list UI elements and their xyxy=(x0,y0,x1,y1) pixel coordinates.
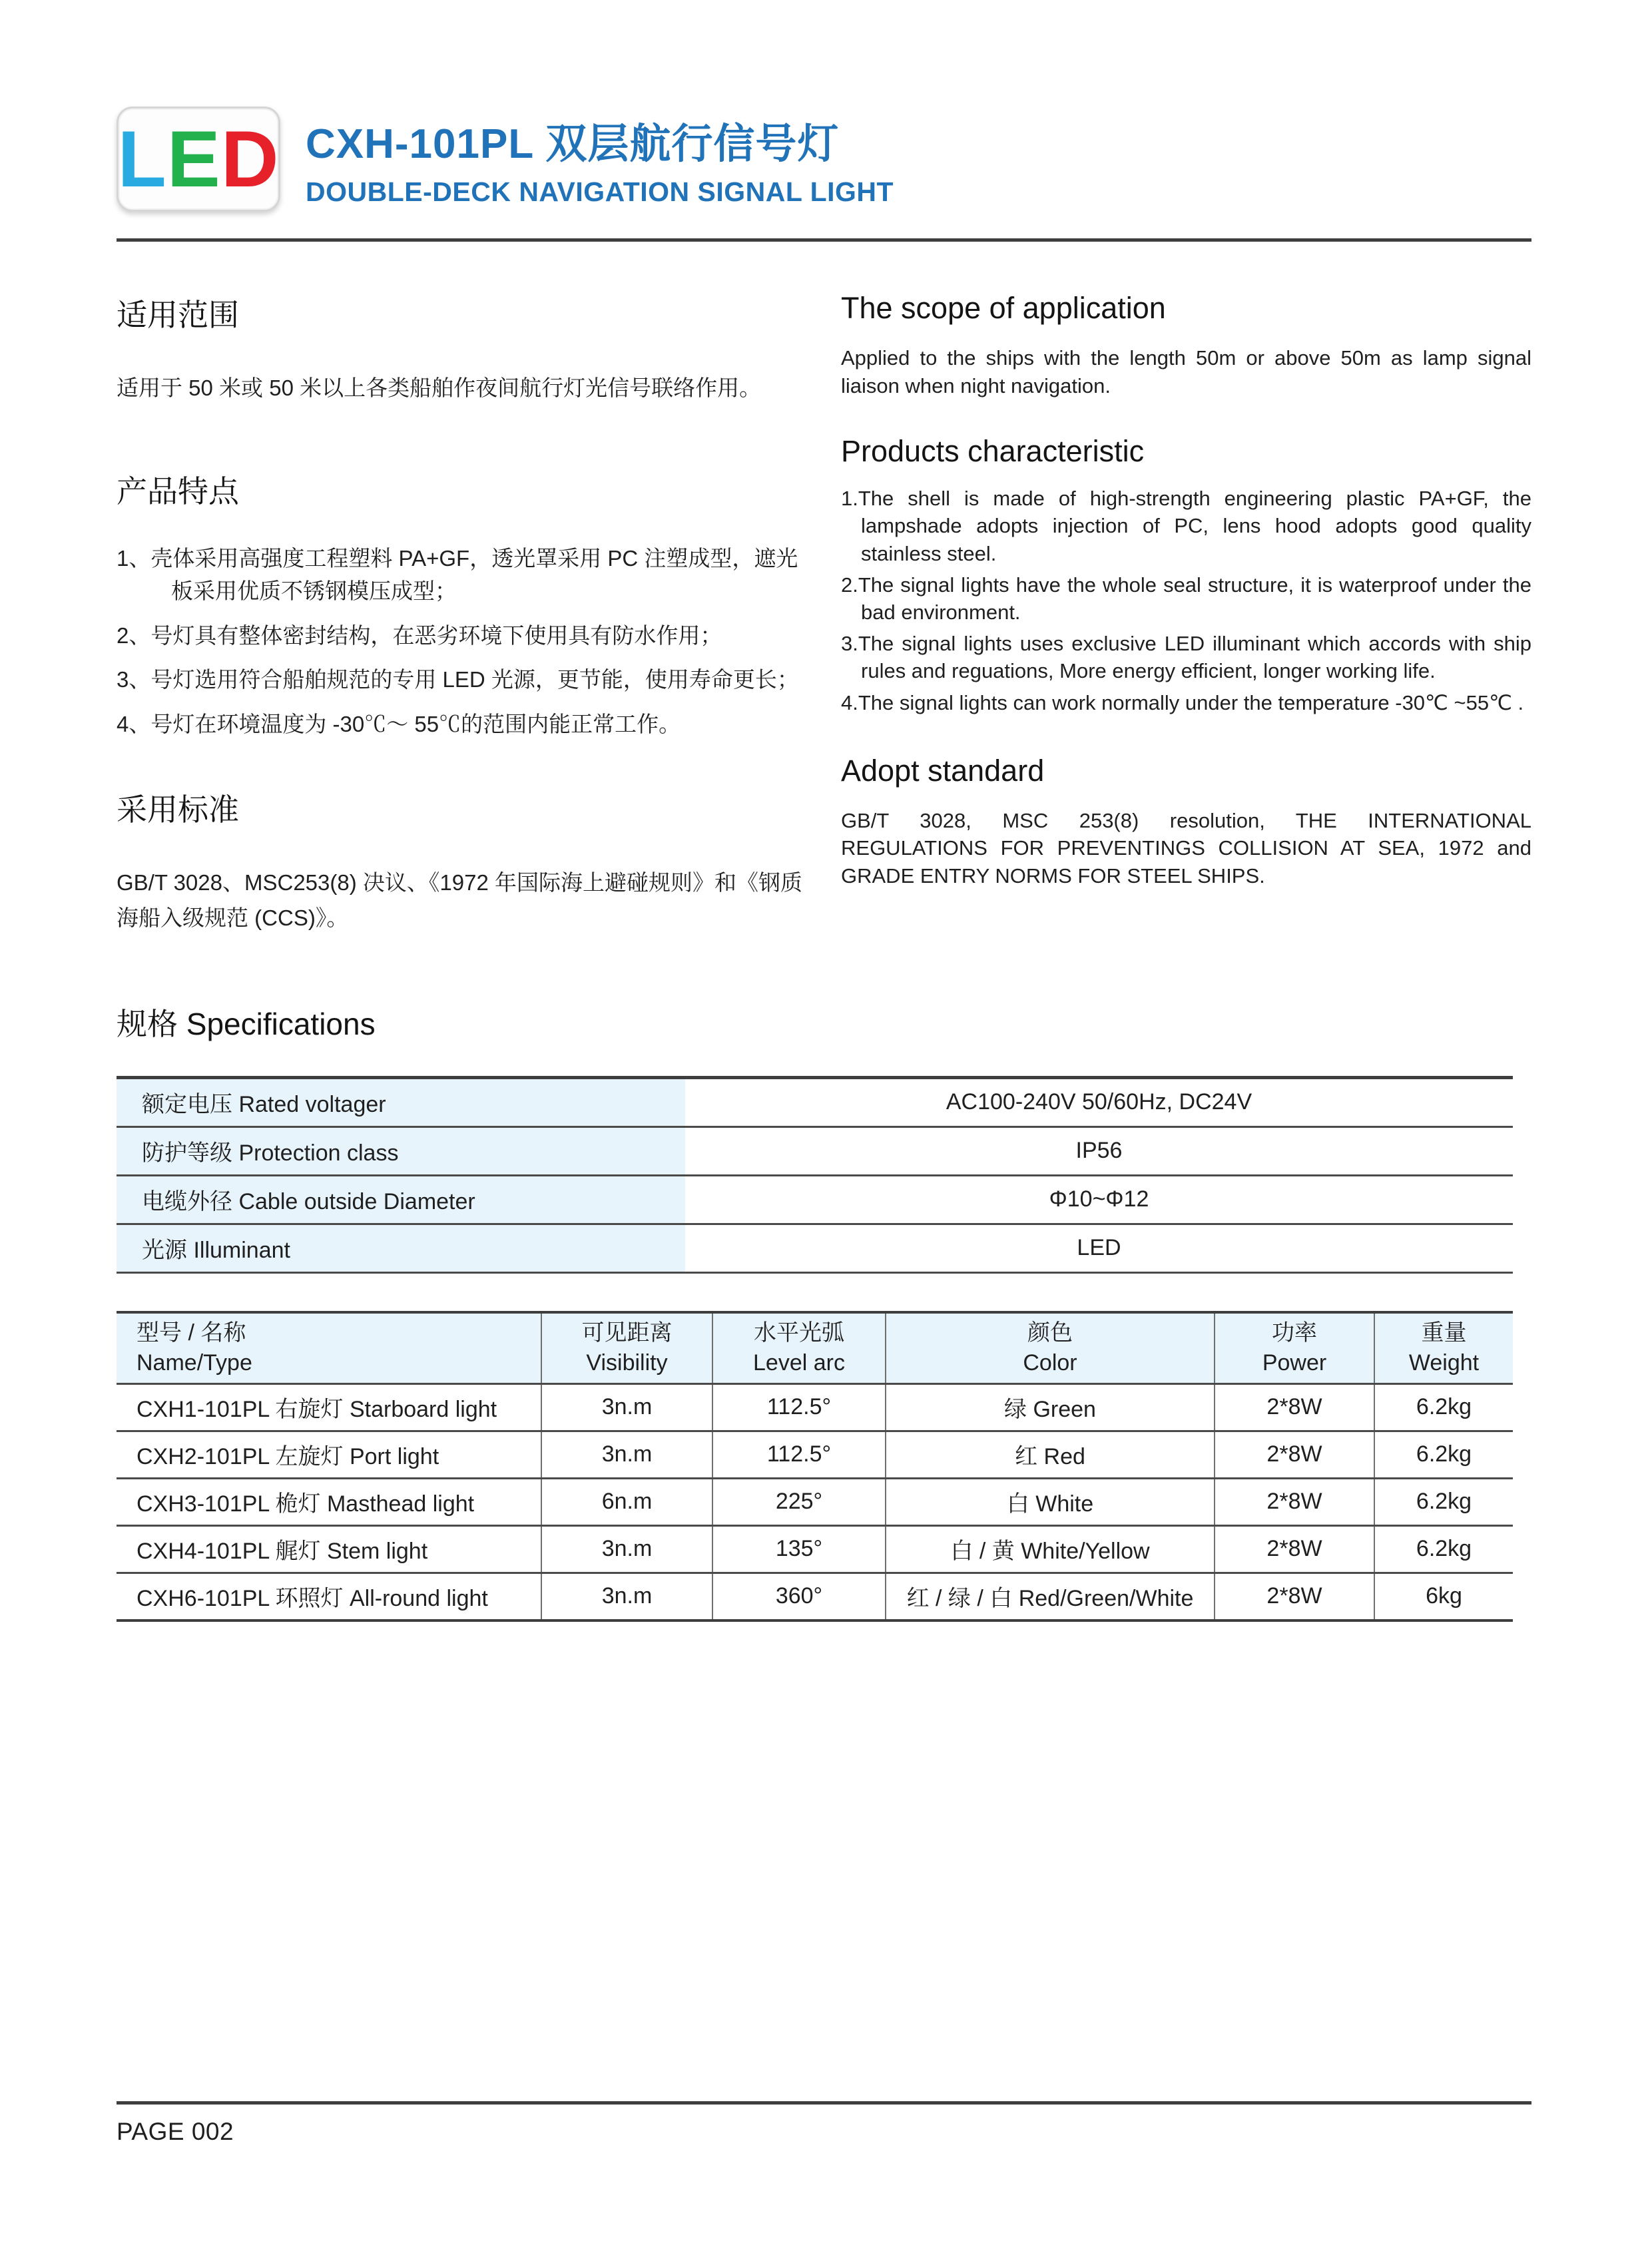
spec-value: AC100-240V 50/60Hz, DC24V xyxy=(946,1089,1252,1115)
column-header-power xyxy=(1214,1314,1374,1383)
column-header-weight xyxy=(1374,1314,1513,1383)
page-header xyxy=(117,107,1531,212)
led-logo xyxy=(117,107,280,212)
table-row xyxy=(117,1128,1513,1176)
spec-value: IP56 xyxy=(1075,1138,1123,1164)
spec-value: LED xyxy=(1077,1235,1121,1261)
standard-body-en: GB/T 3028, MSC 253(8) resolution, THE INTERNATIONAL REGULATIONS FOR PREVENTINGS COLLISION AT SEA, 1972 and GRADE ENTRY NORMS FOR STEEL SHIPS. xyxy=(841,808,1531,887)
header-divider xyxy=(117,238,1531,242)
models-table xyxy=(117,1311,1513,1622)
footer-divider xyxy=(117,2101,1531,2105)
feature-item-en: 1.The shell is made of high-strength engineering plastic PA+GF, the lampshade adopts injection of PC, lens hood adopts good quality stainless steel. xyxy=(841,487,1531,565)
column-header-en: Weight xyxy=(1408,1350,1480,1375)
table-row xyxy=(117,1527,1513,1574)
table-row xyxy=(117,1176,1513,1225)
page-number: PAGE 002 xyxy=(117,2118,234,2145)
power-cell: 2*8W xyxy=(1214,1385,1374,1430)
color-cell: 白 White xyxy=(885,1479,1214,1525)
feature-item-cn: 4、号灯在环境温度为 -30℃～ 55℃的范围内能正常工作。 xyxy=(117,711,681,736)
spec-label: 电缆外径 Cable outside Diameter xyxy=(117,1176,685,1223)
weight-cell: 6kg xyxy=(1374,1574,1513,1619)
weight-cell: 6.2kg xyxy=(1374,1385,1513,1430)
spec-label: 光源 Illuminant xyxy=(117,1225,685,1272)
weight-cell: 6.2kg xyxy=(1374,1527,1513,1572)
model-name-cell: CXH6-101PL 环照灯 All-round light xyxy=(137,1586,488,1612)
feature-item-en: 2.The signal lights have the whole seal structure, it is waterproof under the bad environment. xyxy=(841,573,1531,624)
power-cell: 2*8W xyxy=(1214,1527,1374,1572)
logo-letter-d: D xyxy=(220,115,280,204)
section-heading-scope-en: The scope of application xyxy=(841,291,1166,325)
table-header-row xyxy=(117,1314,1513,1385)
table-row xyxy=(117,1479,1513,1527)
column-header-cn: 功率 xyxy=(1272,1320,1317,1346)
color-cell: 绿 Green xyxy=(885,1385,1214,1430)
level-arc-cell: 112.5° xyxy=(712,1385,885,1430)
column-header-cn: 型号 / 名称 xyxy=(137,1320,246,1346)
section-heading-standard-cn: 采用标准 xyxy=(117,792,239,828)
specifications-heading: 规格 Specifications xyxy=(117,1006,376,1041)
section-heading-standard-en: Adopt standard xyxy=(841,753,1045,788)
product-title-en: DOUBLE-DECK NAVIGATION SIGNAL LIGHT xyxy=(306,176,894,207)
features-list-en xyxy=(841,485,1531,716)
table-row xyxy=(117,1574,1513,1619)
column-header-cn: 颜色 xyxy=(1027,1320,1073,1346)
column-header-en: Name/Type xyxy=(137,1350,252,1375)
feature-item-cn: 2、号灯具有整体密封结构，在恶劣环境下使用具有防水作用； xyxy=(117,622,722,648)
visibility-cell: 3n.m xyxy=(541,1385,712,1430)
logo-letter-l: L xyxy=(117,115,167,204)
model-name-cell: CXH2-101PL 左旋灯 Port light xyxy=(137,1444,439,1470)
spec-label: 防护等级 Protection class xyxy=(117,1128,685,1174)
column-header-en: Power xyxy=(1262,1350,1327,1375)
model-name-cell: CXH4-101PL 艉灯 Stem light xyxy=(137,1539,428,1565)
power-cell: 2*8W xyxy=(1214,1574,1374,1619)
table-row xyxy=(117,1385,1513,1432)
product-title-cn: CXH-101PL 双层航行信号灯 xyxy=(306,121,840,167)
column-header-en: Visibility xyxy=(586,1350,668,1375)
color-cell: 红 / 绿 / 白 Red/Green/White xyxy=(885,1574,1214,1619)
color-cell: 红 Red xyxy=(885,1432,1214,1477)
chinese-column xyxy=(117,291,814,936)
content-columns xyxy=(117,291,1531,936)
model-name-cell: CXH3-101PL 桅灯 Masthead light xyxy=(137,1491,475,1517)
power-cell: 2*8W xyxy=(1214,1432,1374,1477)
logo-letter-e: E xyxy=(166,115,221,204)
features-list-cn xyxy=(117,542,814,741)
power-cell: 2*8W xyxy=(1214,1479,1374,1525)
standard-body-cn: GB/T 3028、MSC253(8) 决议、《1972 年国际海上避碰规则》和《钢质海船入级规范 (CCS)》。 xyxy=(117,870,802,931)
feature-item-cn: 3、号灯选用符合船舶规范的专用 LED 光源，更节能，使用寿命更长； xyxy=(117,667,799,692)
level-arc-cell: 360° xyxy=(712,1574,885,1619)
column-header-en: Level arc xyxy=(753,1350,845,1375)
section-heading-features-cn: 产品特点 xyxy=(117,473,239,509)
spec-label: 额定电压 Rated voltager xyxy=(117,1079,685,1126)
section-heading-features-en: Products characteristic xyxy=(841,434,1145,469)
weight-cell: 6.2kg xyxy=(1374,1479,1513,1525)
visibility-cell: 6n.m xyxy=(541,1479,712,1525)
weight-cell: 6.2kg xyxy=(1374,1432,1513,1477)
title-block xyxy=(306,111,894,208)
page-footer xyxy=(117,2101,1531,2146)
column-header-cn: 重量 xyxy=(1421,1320,1467,1346)
level-arc-cell: 112.5° xyxy=(712,1432,885,1477)
column-header-visibility xyxy=(541,1314,712,1383)
table-row xyxy=(117,1432,1513,1479)
column-header-en: Color xyxy=(1023,1350,1077,1375)
specifications-table xyxy=(117,1076,1513,1274)
level-arc-cell: 135° xyxy=(712,1527,885,1572)
table-row xyxy=(117,1225,1513,1274)
scope-body-cn: 适用于 50 米或 50 米以上各类船舶作夜间航行灯光信号联络作用。 xyxy=(117,375,762,400)
column-header-name xyxy=(117,1314,541,1383)
feature-item-cn: 1、壳体采用高强度工程塑料 PA+GF，透光罩采用 PC 注塑成型，遮光板采用优质不锈钢模压成型； xyxy=(117,545,798,604)
level-arc-cell: 225° xyxy=(712,1479,885,1525)
section-heading-scope-cn: 适用范围 xyxy=(117,298,239,332)
spec-value: Φ10~Φ12 xyxy=(1049,1186,1149,1212)
column-header-level-arc xyxy=(712,1314,885,1383)
column-header-cn: 水平光弧 xyxy=(754,1320,844,1346)
color-cell: 白 / 黄 White/Yellow xyxy=(885,1527,1214,1572)
feature-item-en: 3.The signal lights uses exclusive LED illuminant which accords with ship rules and reguations, More energy efficient, longer working life. xyxy=(841,632,1531,683)
visibility-cell: 3n.m xyxy=(541,1527,712,1572)
table-row xyxy=(117,1079,1513,1128)
visibility-cell: 3n.m xyxy=(541,1432,712,1477)
model-name-cell: CXH1-101PL 右旋灯 Starboard light xyxy=(137,1397,497,1423)
scope-body-en: Applied to the ships with the length 50m or above 50m as lamp signal liaison when night navigation. xyxy=(841,346,1531,397)
feature-item-en: 4.The signal lights can work normally under the temperature -30℃ ~55℃ . xyxy=(841,690,1524,714)
column-header-color xyxy=(885,1314,1214,1383)
visibility-cell: 3n.m xyxy=(541,1574,712,1619)
english-column xyxy=(841,291,1531,936)
column-header-cn: 可见距离 xyxy=(581,1320,673,1346)
